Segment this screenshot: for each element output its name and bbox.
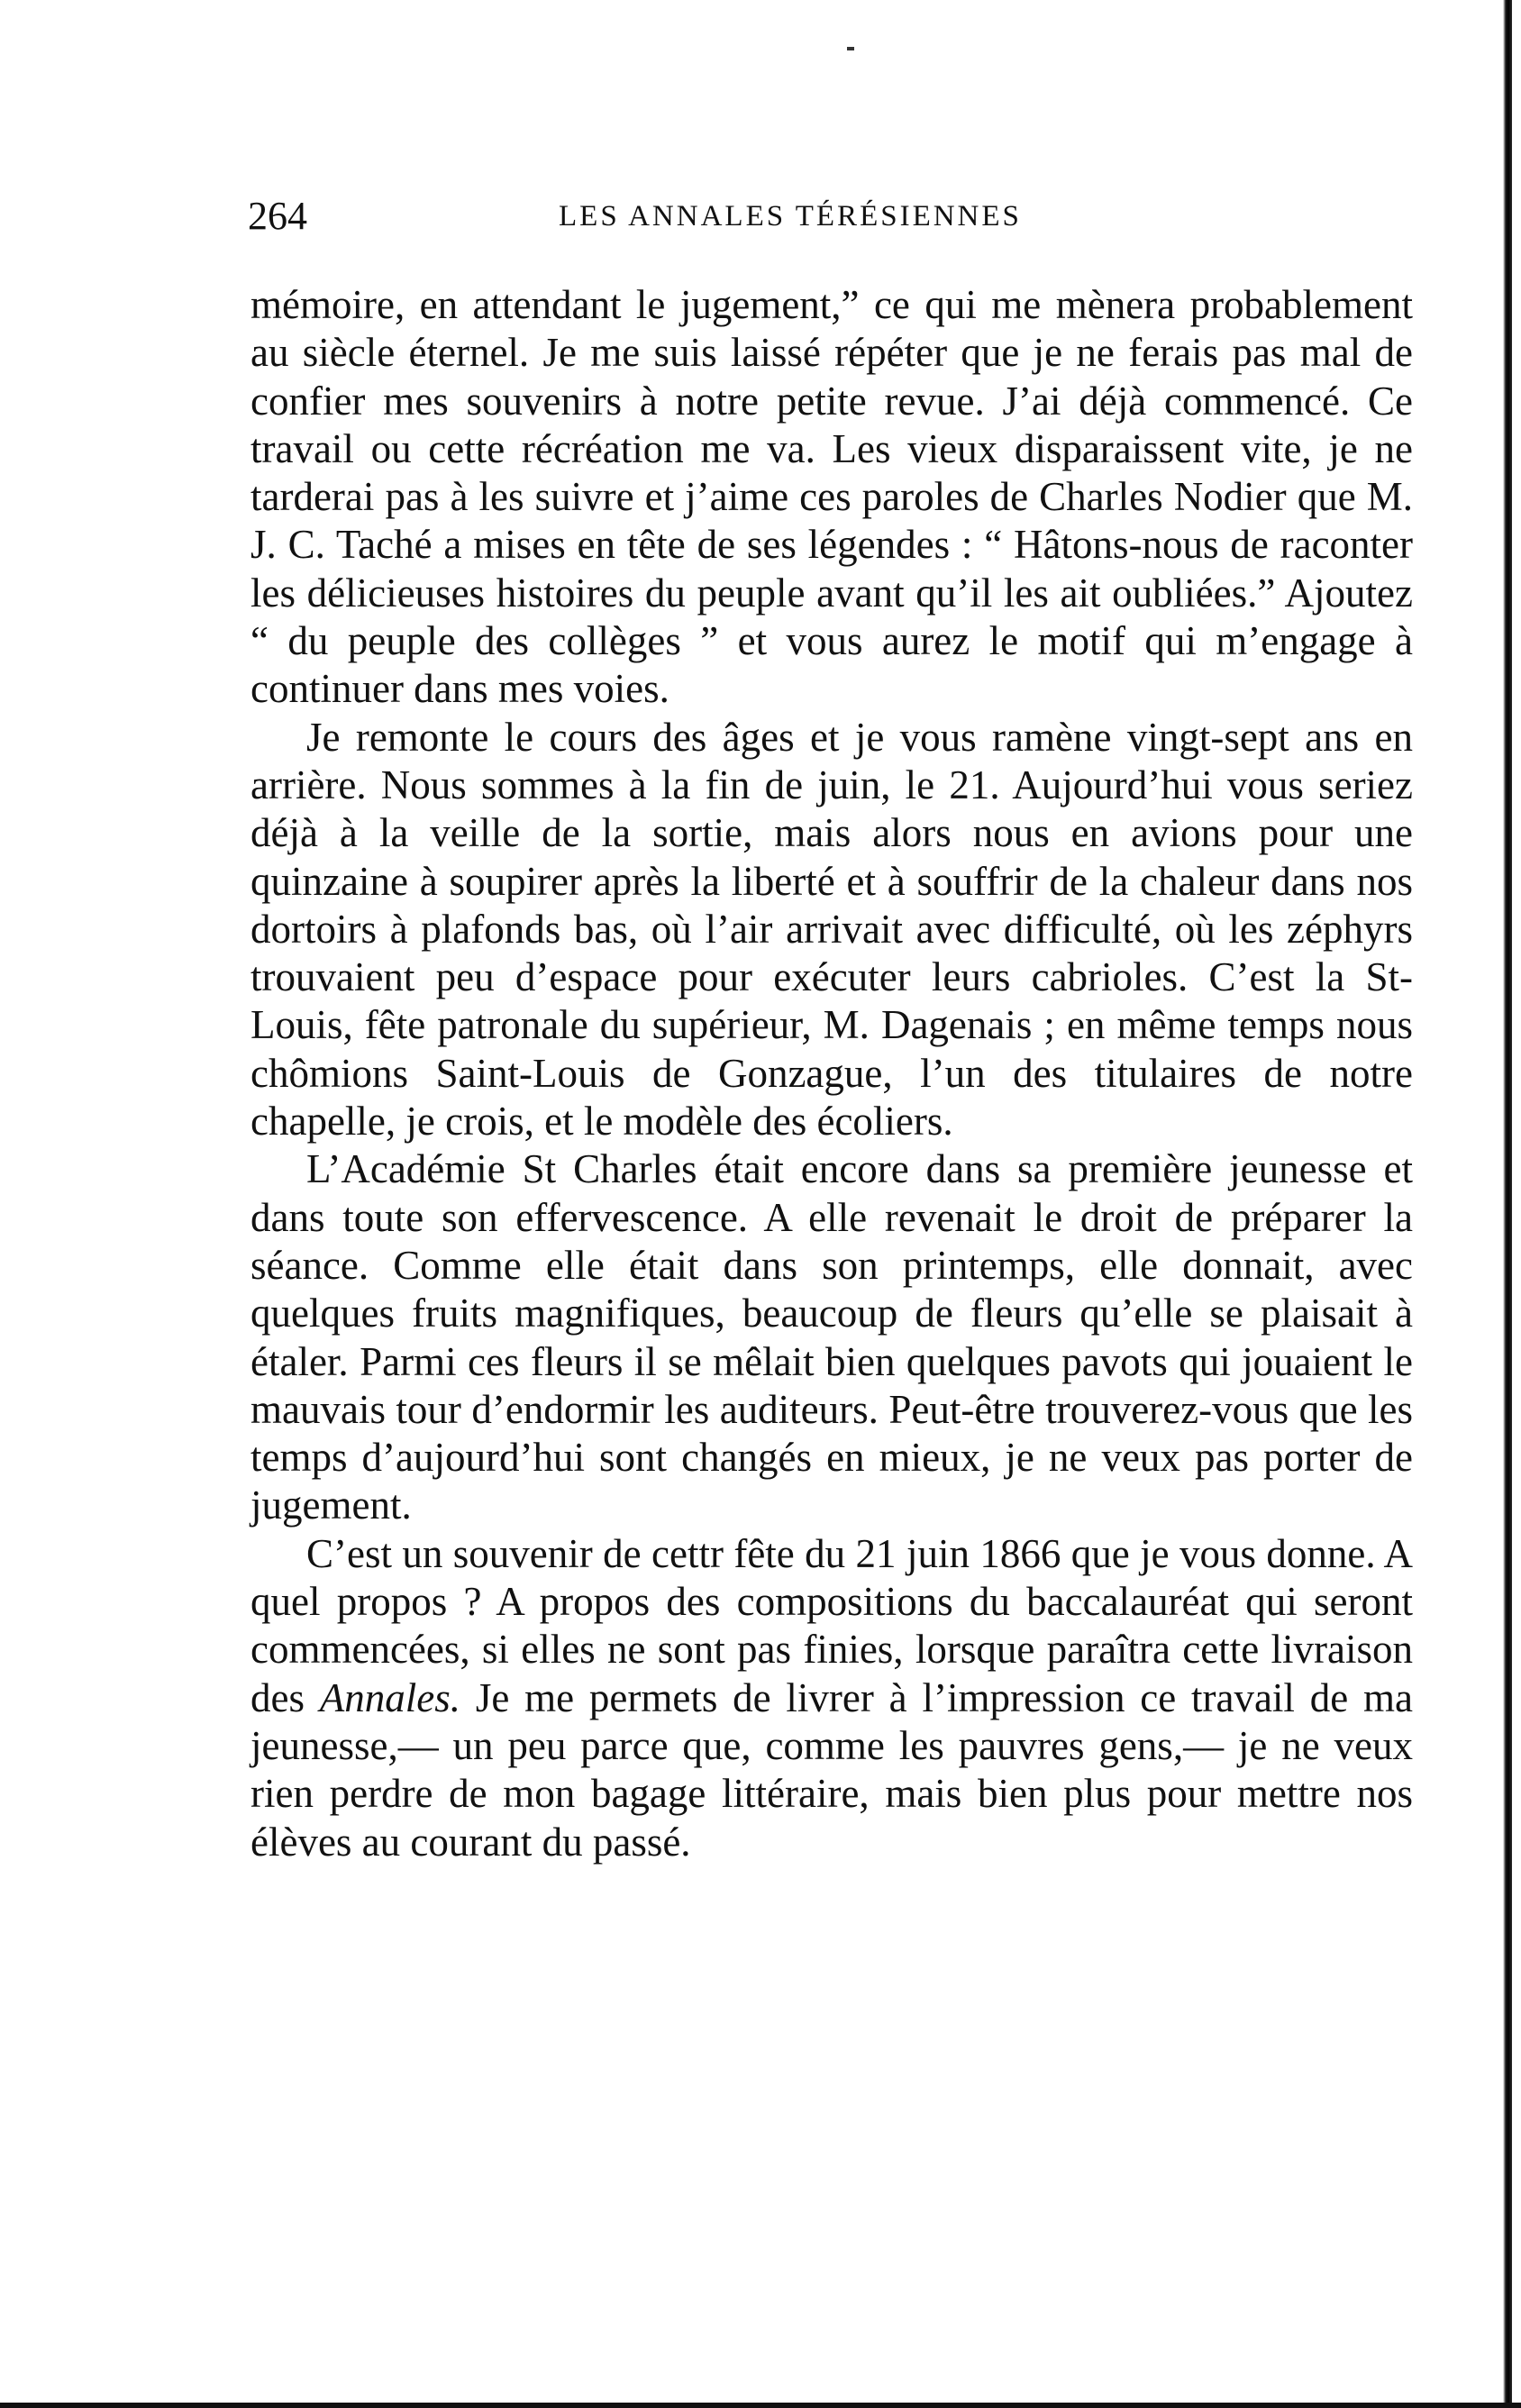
paragraph-2: Je remonte le cours des âges et je vous ramène vingt-sept ans en arrière. Nous sommes à la fin de juin, le 21. Aujourd’hui vous seriez déjà à la veille de la sortie, mais alors nous en avions pour une quinzaine à soupirer après la liberté et à souffrir de la chaleur dans nos dortoirs à plafonds bas, où l’air arrivait avec difficulté, où les zéphyrs trouvaient peu d’espace pour exécuter leurs cabrioles. C’est la St-Louis, fête patronale du supérieur, M. Dagenais ; en même temps nous chômions Saint-Louis de Gonzague, l’un des titulaires de notre chapelle, je crois, et le modèle des écoliers. [250, 714, 1413, 1145]
running-head: LES ANNALES TÉRÉSIENNES [559, 200, 1022, 233]
page-bottom-edge [0, 2403, 1521, 2408]
body-text [250, 281, 1413, 1866]
paragraph-4-text-after: Je me permets de livrer à l’impression ce travail de ma jeunesse,— un peu parce que, comme les pauvres gens,— je ne veux rien perdre de mon bagage littéraire, mais bien plus pour mettre nos élèves au courant du passé. [250, 1674, 1413, 1865]
paragraph-4-text-before: C’est un souvenir de cettr fête du 21 juin 1866 que je vous donne. A quel propos ? A propos des compositions du baccalauréat qui seront commencées, si elles ne sont pas finies, lorsque paraîtra cette livraison des [250, 1530, 1413, 1720]
paragraph-1: mémoire, en attendant le jugement,” ce qui me mènera probablement au siècle éternel. Je me suis laissé répéter que je ne ferais pas mal de confier mes souvenirs à notre petite revue. J’ai déjà commencé. Ce travail ou cette récréation me va. Les vieux disparaissent vite, je ne tarderai pas à les suivre et j’aime ces paroles de Charles Nodier que M. J. C. Taché a mises en tête de ses légendes : “ Hâtons-nous de raconter les délicieuses histoires du peuple avant qu’il les ait oubliées.” Ajoutez “ du peuple des collèges ” et vous aurez le motif qui m’engage à continuer dans mes voies. [250, 282, 1413, 712]
scan-speck [847, 47, 854, 50]
paragraph-3: L’Académie St Charles était encore dans sa première jeunesse et dans toute son effervescence. A elle revenait le droit de préparer la séance. Comme elle était dans son printemps, elle donnait, avec quelques fruits magnifiques, beaucoup de fleurs qu’elle se plaisait à étaler. Parmi ces fleurs il se mêlait bien quelques pavots qui jouaient le mauvais tour d’endormir les auditeurs. Peut-être trouverez-vous que les temps d’aujourd’hui sont changés en mieux, je ne veux pas porter de jugement. [250, 1146, 1413, 1528]
journal-title-italic: Annales. [319, 1674, 461, 1720]
paragraph-4 [250, 1530, 1413, 1866]
page-number: 264 [248, 194, 307, 238]
page-header [248, 189, 1410, 243]
book-binding-edge [1503, 0, 1512, 2408]
